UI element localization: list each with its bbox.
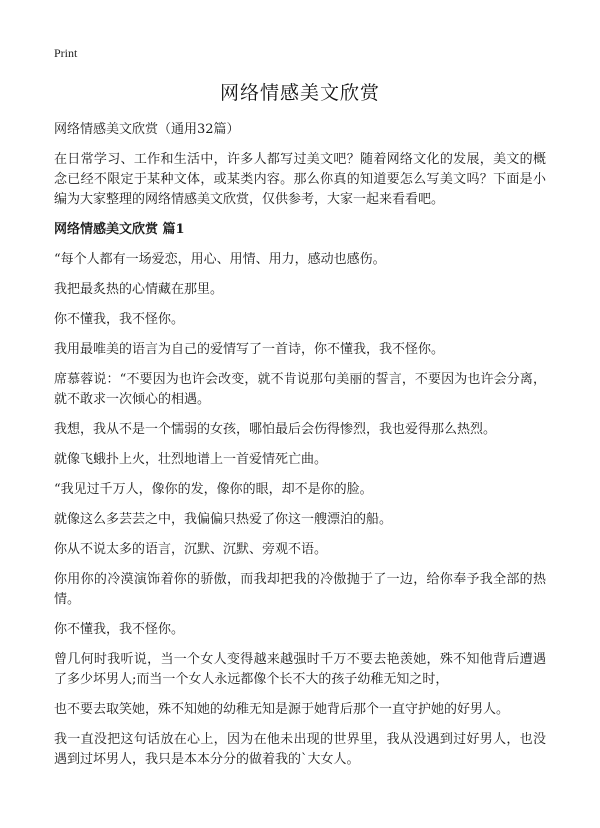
paragraph: 也不要去取笑她，殊不知她的幼稚无知是源于她背后那个一直守护她的好男人。 [54,702,510,717]
section-heading: 网络情感美文欣赏 篇1 [54,222,185,237]
paragraph: 曾几何时我听说，当一个女人变得越来越强时千万不要去艳羡她，殊不知他背后遭遇了多少坏男人;而当一个女人永远都像个长不大的孩子幼稚无知之时， [54,652,546,687]
paragraph: “我见过千万人，像你的发，像你的眼，却不是你的脸。 [54,482,373,497]
page-title: 网络情感美文欣赏 [219,82,380,104]
paragraph: 我想，我从不是一个懦弱的女孩，哪怕最后会伤得惨烈，我也爱得那么热烈。 [54,422,497,437]
paragraph: 就像飞蛾扑上火，壮烈地谱上一首爱情死亡曲。 [54,452,328,467]
article-body [54,120,546,780]
paragraph: 我一直没把这句话放在心上，因为在他未出现的世界里，我从没遇到过好男人，也没遇到过坏男人，我只是本本分分的做着我的`大女人。 [54,732,546,767]
paragraph: 你用你的冷漠演饰着你的骄傲，而我却把我的冷傲抛于了一边，给你奉予我全部的热情。 [54,572,546,607]
paragraph: 我把最炙热的心情藏在那里。 [54,282,224,297]
article-subtitle: 网络情感美文欣赏（通用32篇） [54,122,240,137]
paragraph: 就像这么多芸芸之中，我偏偏只热爱了你这一艘漂泊的船。 [54,512,393,527]
paragraph: 你不懂我，我不怪你。 [54,622,185,637]
paragraph: 你不懂我，我不怪你。 [54,312,185,327]
paragraph: 席慕蓉说：“不要因为也许会改变，就不肯说那句美丽的誓言，不要因为也许会分离，就不敢求一次倾心的相遇。 [54,372,546,407]
paragraph: 你从不说太多的语言，沉默、沉默、旁观不语。 [54,542,328,557]
print-link[interactable]: Print [54,46,78,60]
paragraph: 我用最唯美的语言为自己的爱情写了一首诗，你不懂我，我不怪你。 [54,342,445,357]
paragraph: “每个人都有一场爱恋，用心、用情、用力，感动也感伤。 [54,252,386,267]
intro-paragraph: 在日常学习、工作和生活中，许多人都写过美文吧？随着网络文化的发展，美文的概念已经不限定于某种文体，或某类内容。那么你真的知道要怎么写美文吗？下面是小编为大家整理的网络情感美文欣赏，仅供参考，大家一起来看看吧。 [54,152,546,207]
